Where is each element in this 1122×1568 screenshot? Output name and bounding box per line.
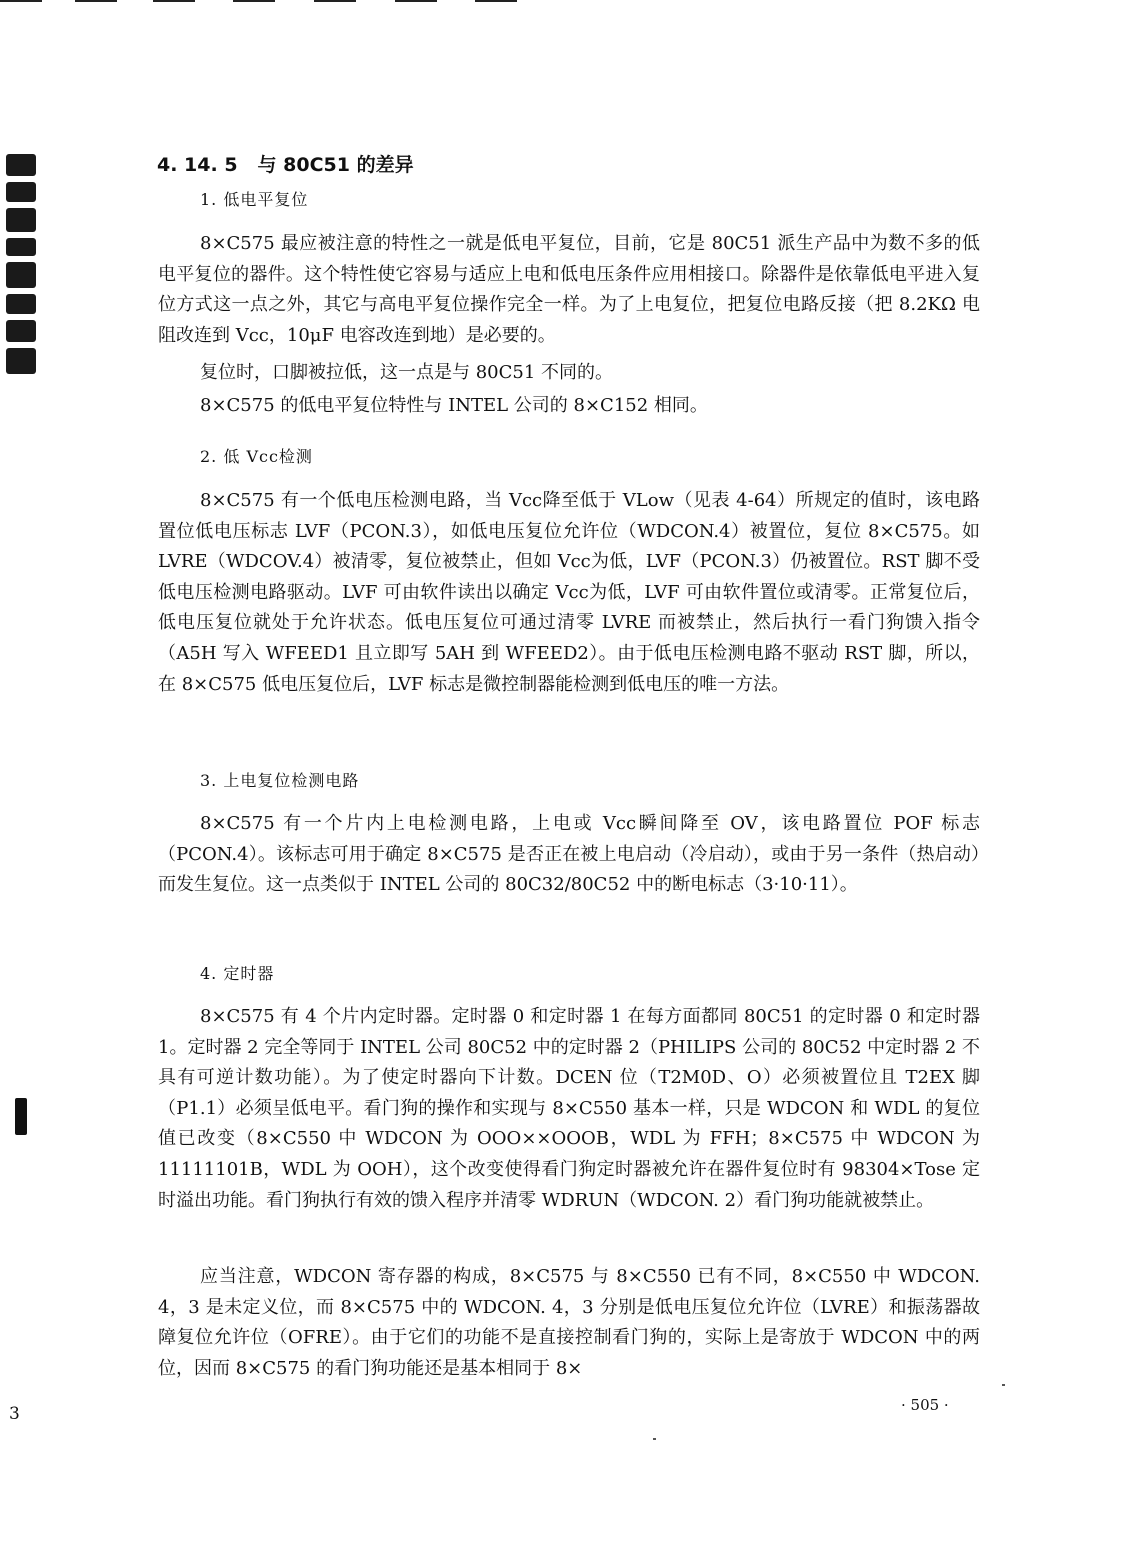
paragraph: 8×C575 的低电平复位特性与 INTEL 公司的 8×C152 相同。 bbox=[200, 395, 708, 416]
section-heading bbox=[157, 150, 414, 177]
scan-speck bbox=[653, 1438, 656, 1440]
subsection-heading: 3. 上电复位检测电路 bbox=[200, 771, 360, 790]
binding-edge-marks bbox=[0, 150, 42, 380]
section-title: 与 80C51 的差异 bbox=[257, 154, 414, 176]
scan-rule bbox=[475, 0, 517, 2]
subsection-heading: 1. 低电平复位 bbox=[200, 190, 309, 209]
paragraph: 8×C575 有一个低电压检测电路，当 Vcc降至低于 VLow（见表 4-64）所规定的值时，该电路置位低电压标志 LVF（PCON.3），如低电压复位允许位（WDCON.4）被置位，复位 8×C575。如 LVRE（WDCOV.4）被清零，复位被禁止，但如 Vcc为低，LVF（PCON.3）仍被置位。RST 脚不受低电压检测电路驱动。LVF 可由软件读出以确定 Vcc为低，LVF 可由软件置位或清零。正常复位后，低电压复位就处于允许状态。低电压复位可通过清零 LVRE 而被禁止，然后执行一看门狗馈入指令（A5H 写入 WFEED1 且立即写 5AH 到 WFEED2）。由于低电压检测电路不驱动 RST 脚，所以，在 8×C575 低电压复位后，LVF 标志是微控制器能检测到低电压的唯一方法。 bbox=[158, 490, 980, 695]
scan-rule bbox=[153, 0, 195, 2]
section-number: 4. 14. 5 bbox=[157, 154, 238, 176]
paragraph: 8×C575 有 4 个片内定时器。定时器 0 和定时器 1 在每方面都同 80C51 的定时器 0 和定时器 1。定时器 2 完全等同于 INTEL 公司 80C52 中的定时器 2（PHILIPS 公司的 80C52 中定时器 2 不具有可逆计数功能）。为了使定时器向下计数。DCEN 位（T2M0D、O）必须被置位且 T2EX 脚（P1.1）必须呈低电平。看门狗的操作和实现与 8×C550 基本一样，只是 WDCON 和 WDL 的复位值已改变（8×C550 中 WDCON 为 OOO××OOOB，WDL 为 FFH；8×C575 中 WDCON 为 11111101B，WDL 为 OOH），这个改变使得看门狗定时器被允许在器件复位时有 98304×Tose 定时溢出功能。看门狗执行有效的馈入程序并清零 WDRUN（WDCON. 2）看门狗功能就被禁止。 bbox=[158, 1006, 981, 1211]
paragraph: 复位时，口脚被拉低，这一点是与 80C51 不同的。 bbox=[200, 362, 614, 383]
paragraph: 应当注意，WDCON 寄存器的构成，8×C575 与 8×C550 已有不同，8×C550 中 WDCON. 4，3 是未定义位，而 8×C575 中的 WDCON. 4，3 分别是低电压复位允许位（LVRE）和振荡器故障复位允许位（OFRE）。由于它们的功能不是直接控制看门狗的，实际上是寄放于 WDCON 中的两位，因而 8×C575 的看门狗功能还是基本相同于 8× bbox=[158, 1266, 980, 1379]
scan-rule bbox=[0, 0, 42, 2]
paragraph: 8×C575 最应被注意的特性之一就是低电平复位，目前，它是 80C51 派生产品中为数不多的低电平复位的器件。这个特性使它容易与适应上电和低电压条件应用相接口。除器件是依靠低电平进入复位方式这一点之外，其它与高电平复位操作完全一样。为了上电复位，把复位电路反接（把 8.2KΩ 电阻改连到 Vcc，10μF 电容改连到地）是必要的。 bbox=[158, 233, 980, 346]
subsection-heading: 4. 定时器 bbox=[200, 964, 275, 983]
scan-edge-bar bbox=[15, 1098, 27, 1135]
page-number: · 505 · bbox=[901, 1396, 949, 1414]
margin-number: 3 bbox=[9, 1404, 20, 1424]
scan-rule bbox=[395, 0, 437, 2]
scan-rule bbox=[75, 0, 117, 2]
scan-rule bbox=[233, 0, 275, 2]
paragraph: 8×C575 有一个片内上电检测电路，上电或 Vcc瞬间降至 OV，该电路置位 POF 标志（PCON.4）。该标志可用于确定 8×C575 是否正在被上电启动（冷启动），或由于另一条件（热启动）而发生复位。这一点类似于 INTEL 公司的 80C32/80C52 中的断电标志（3·10·11）。 bbox=[158, 813, 980, 896]
subsection-heading: 2. 低 Vcc检测 bbox=[200, 447, 313, 466]
scan-speck bbox=[1002, 1384, 1005, 1386]
scan-rule bbox=[314, 0, 356, 2]
